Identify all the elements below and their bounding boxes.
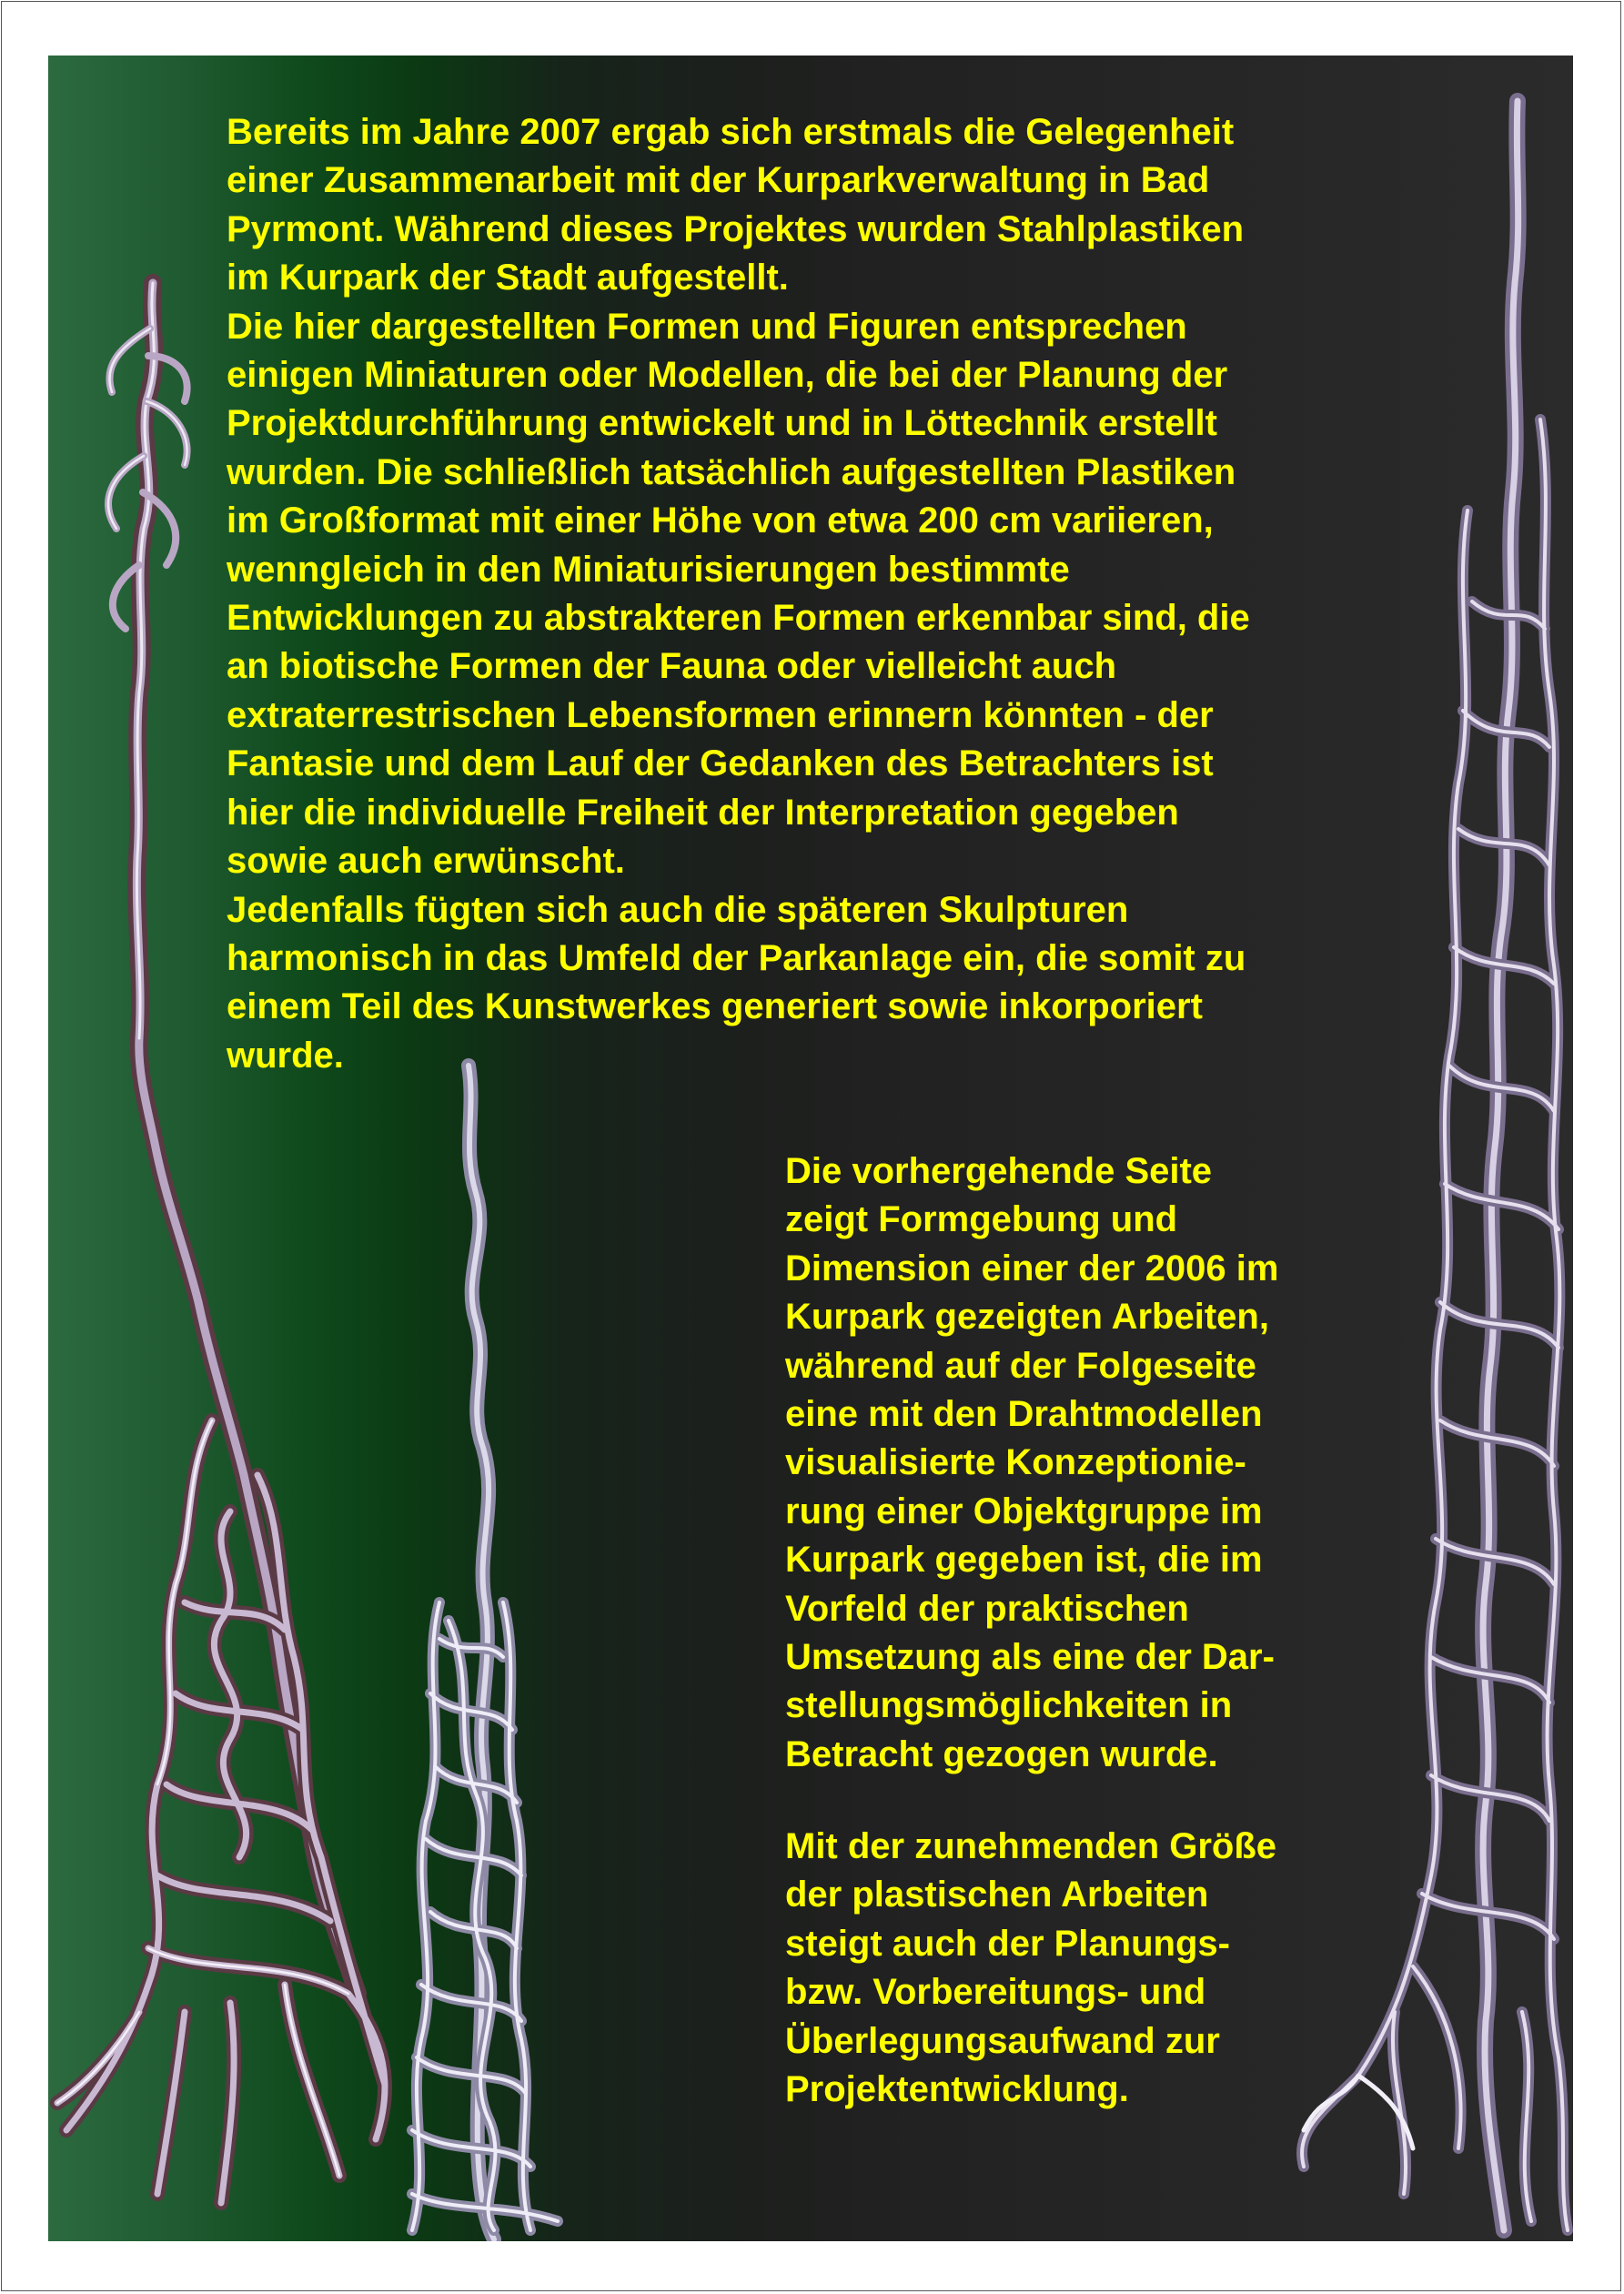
intro-line: harmonisch in das Umfeld der Parkanlage ein, die somit zu <box>227 937 1246 978</box>
intro-line: Die hier dargestellten Formen und Figuren entsprechen <box>227 306 1187 347</box>
aside-paragraph-2 <box>785 1823 1276 2114</box>
aside-line: bzw. Vorbereitungs- und <box>785 1972 1206 2013</box>
aside-line: stellungsmöglichkeiten in <box>785 1685 1233 1726</box>
intro-paragraph <box>227 108 1250 1080</box>
intro-line: Jedenfalls fügten sich auch die späteren Skulpturen <box>227 889 1129 930</box>
aside-line: eine mit den Drahtmodellen <box>785 1394 1263 1435</box>
intro-line: hier die individuelle Freiheit der Interpretation gegeben <box>227 792 1179 833</box>
aside-line: Betracht gezogen wurde. <box>785 1733 1218 1774</box>
aside-line: Die vorhergehende Seite <box>785 1151 1213 1191</box>
intro-line: wenngleich in den Miniaturisierungen bestimmte <box>227 549 1070 590</box>
aside-line: der plastischen Arbeiten <box>785 1875 1209 1915</box>
intro-line: Bereits im Jahre 2007 ergab sich erstmals die Gelegenheit <box>227 112 1235 152</box>
intro-line: an biotische Formen der Fauna oder vielleicht auch <box>227 646 1117 687</box>
aside-line: Kurpark gegeben ist, die im <box>785 1540 1263 1581</box>
middle-wire-sculpture-icon <box>412 1066 558 2239</box>
intro-line: Projektdurchführung entwickelt und in Löttechnik erstellt <box>227 403 1217 444</box>
intro-line: Fantasie und dem Lauf der Gedanken des Betrachters ist <box>227 743 1214 784</box>
intro-line: wurden. Die schließlich tatsächlich aufgestellten Plastiken <box>227 451 1236 492</box>
aside-line: Vorfeld der praktischen <box>785 1588 1189 1629</box>
aside-line: Umsetzung als eine der Dar- <box>785 1637 1275 1678</box>
intro-line: einer Zusammenarbeit mit der Kurparkverwaltung in Bad <box>227 160 1210 201</box>
intro-line: sowie auch erwünscht. <box>227 841 625 882</box>
aside-line: visualisierte Konzeptionie- <box>785 1442 1246 1483</box>
aside-line: rung einer Objektgruppe im <box>785 1491 1263 1531</box>
intro-line: einem Teil des Kunstwerkes generiert sowie inkorporiert <box>227 986 1203 1027</box>
intro-line: Pyrmont. Während dieses Projektes wurden Stahlplastiken <box>227 208 1245 249</box>
intro-line: Entwicklungen zu abstrakteren Formen erkennbar sind, die <box>227 598 1250 639</box>
aside-line: Dimension einer der 2006 im <box>785 1248 1279 1288</box>
aside-line: steigt auch der Planungs- <box>785 1923 1230 1964</box>
aside-line: Kurpark gezeigten Arbeiten, <box>785 1297 1269 1338</box>
intro-line: extraterrestrischen Lebensformen erinnern könnten - der <box>227 694 1214 735</box>
intro-line: im Kurpark der Stadt aufgestellt. <box>227 258 789 298</box>
aside-line: Projektentwicklung. <box>785 2069 1129 2110</box>
aside-paragraph-1 <box>785 1147 1278 1779</box>
aside-line: während auf der Folgeseite <box>785 1345 1256 1386</box>
content-panel <box>48 56 1573 2241</box>
intro-line: im Großformat mit einer Höhe von etwa 200 cm variieren, <box>227 500 1214 541</box>
aside-line: Überlegungsaufwand zur <box>785 2020 1220 2061</box>
right-wire-sculpture-icon <box>1302 101 1568 2230</box>
intro-line: wurde. <box>227 1035 344 1076</box>
aside-line: zeigt Formgebung und <box>785 1199 1178 1240</box>
aside-line: Mit der zunehmenden Größe <box>785 1826 1277 1866</box>
intro-line: einigen Miniaturen oder Modellen, die bei der Planung der <box>227 355 1228 396</box>
